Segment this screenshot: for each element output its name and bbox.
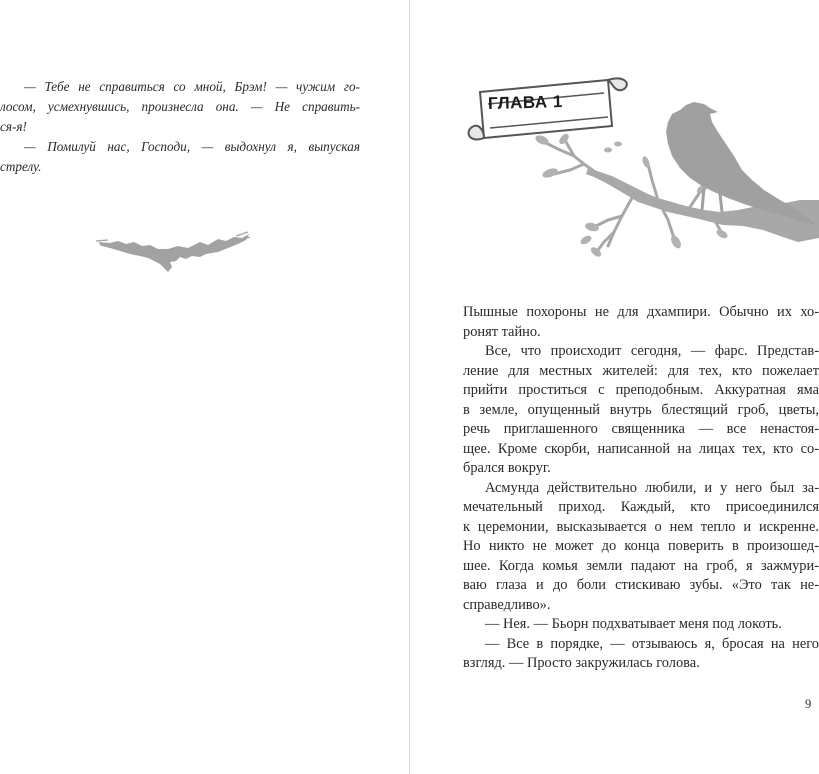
text-line: Пышные похороны не для дхампири. Обычно их хо- [463, 304, 819, 320]
text-line: прийти проститься с преподобным. Аккуратная яма [463, 382, 819, 398]
epigraph-line: стрелу. [0, 159, 42, 174]
text-line: — Все в порядке, — отзываюсь я, бросая на него [485, 635, 819, 652]
right-page [410, 0, 819, 774]
text-line: — Нея. — Бьорн подхватывает меня под локоть. [485, 616, 782, 632]
text-line: ронят тайно. [463, 323, 541, 340]
epigraph-line: ся-я! [0, 119, 27, 134]
left-page [0, 0, 409, 774]
epigraph [0, 77, 360, 177]
body-text [463, 303, 819, 674]
text-line: справедливо». [463, 596, 551, 613]
text-line: речь приглашенного священника — все ненастоя- [463, 421, 819, 437]
flying-raven-illustration [96, 228, 252, 276]
text-line: взгляд. — Просто закружилась голова. [463, 655, 700, 671]
epigraph-line: — Помилуй нас, Господи, — выдохнул я, выпуская [24, 139, 360, 154]
text-line: шее. Когда комья земли падают на гроб, я зажмури- [463, 557, 819, 574]
text-line: в земле, опущенный внутрь блестящий гроб, цветы, [463, 401, 819, 418]
epigraph-line: — Тебе не справиться со мной, Брэм! — чужим го- [24, 79, 360, 94]
text-line: щее. Кроме скорби, написанной на лицах тех, кто со- [463, 440, 819, 457]
text-line: Но никто не может до конца поверить в произошед- [463, 538, 819, 554]
text-line: брался вокруг. [463, 460, 551, 476]
chapter-title: ГЛАВА 1 [487, 92, 564, 113]
text-line: Все, что происходит сегодня, — фарс. Представ- [485, 343, 819, 359]
epigraph-line: лосом, усмехнувшись, произнесла она. — Не справить- [0, 99, 360, 114]
page-number: 9 [805, 697, 812, 711]
text-line: мечательный приход. Каждый, кто присоединился [463, 499, 819, 515]
text-line: ление для местных жителей: для тех, кто пожелает [463, 362, 819, 379]
text-line: Асмунда действительно любили, и у него был за- [485, 479, 819, 496]
text-line: к церемонии, высказывается о нем тепло и искренне. [463, 518, 819, 535]
text-line: ваю глаза и до боли стискиваю зубы. «Это так не- [463, 577, 819, 593]
